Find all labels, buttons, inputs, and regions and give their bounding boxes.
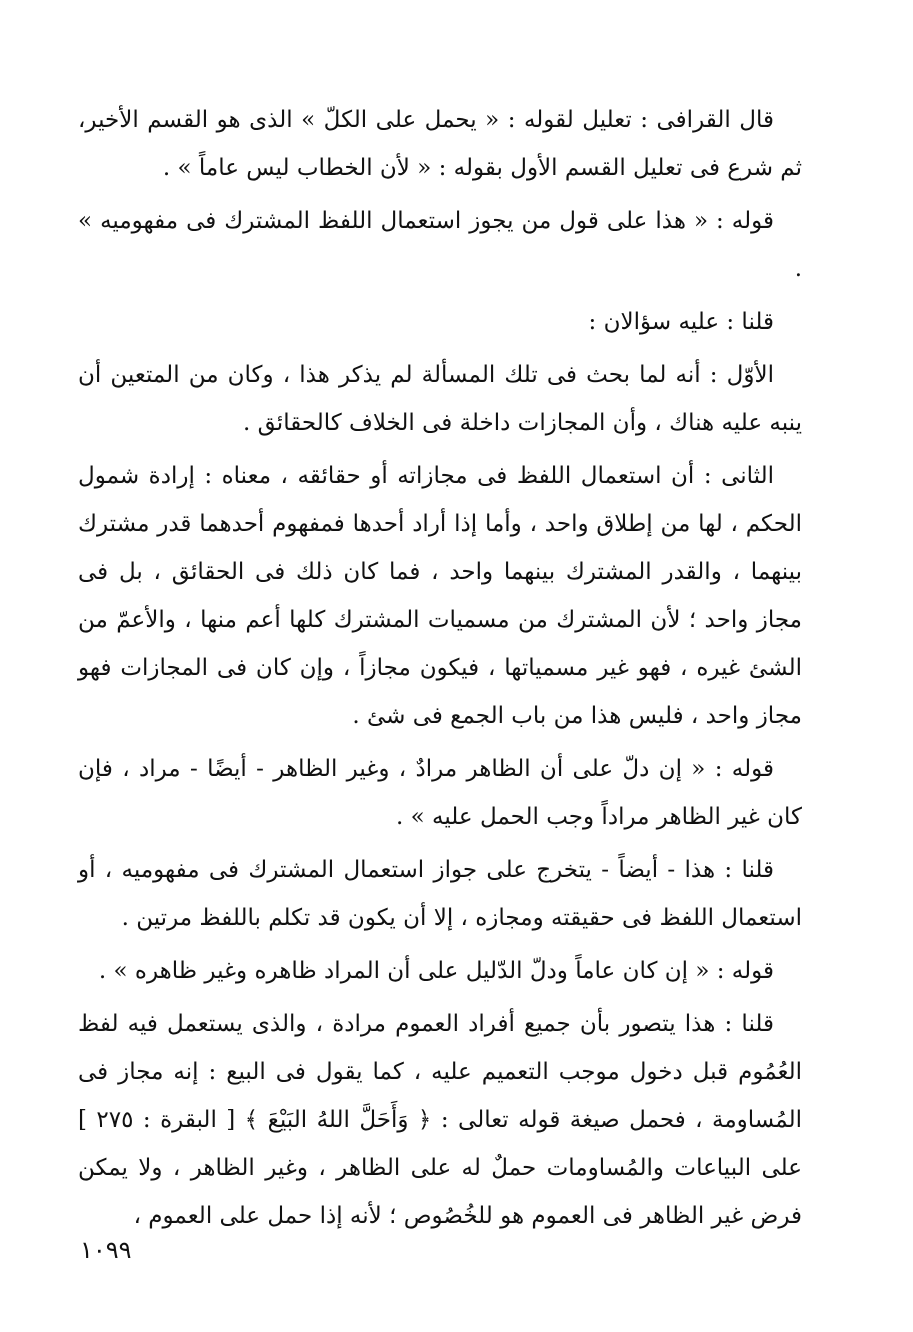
paragraph-4: الأوّل : أنه لما بحث فى تلك المسألة لم يذكر هذا ، وكان من المتعين أن ينبه عليه هناك ، وأن المجازات داخلة فى الخلاف كالحقائق .: [78, 362, 802, 436]
body-text: [78, 96, 802, 1245]
paragraph-5: الثانى : أن استعمال اللفظ فى مجازاته أو حقائقه ، معناه : إرادة شمول الحكم ، لها من إطلاق واحد ، وأما إذا أراد أحدها فمفهوم أحدهما قدر مشترك بينهما ، والقدر المشترك بينهما واحد ، فما كان ذلك فى الحقائق ، بل فى مجاز واحد ؛ لأن المشترك من مسميات المشترك كلها أعم منها ، والأعمّ من الشئ غيره ، فهو غير مسمياتها ، فيكون مجازاً ، وإن كان فى المجازات فهو مجاز واحد ، فليس هذا من باب الجمع فى شئ .: [78, 463, 802, 729]
paragraph-6: قوله : « إن دلّ على أن الظاهر مرادٌ ، وغير الظاهر - أيضًا - مراد ، فإن كان غير الظاهر مراداً وجب الحمل عليه » .: [78, 756, 802, 830]
paragraph-3: قلنا : عليه سؤالان :: [588, 309, 774, 335]
page-number: ١٠٩٩: [80, 1236, 132, 1264]
paragraph-8: قوله : « إن كان عاماً ودلّ الدّليل على أن المراد ظاهره وغير ظاهره » .: [98, 958, 774, 984]
paragraph-1: قال القرافى : تعليل لقوله : « يحمل على الكلّ » الذى هو القسم الأخير، ثم شرع فى تعليل القسم الأول بقوله : « لأن الخطاب ليس عاماً » .: [78, 107, 802, 181]
paragraph-9: قلنا : هذا يتصور بأن جميع أفراد العموم مرادة ، والذى يستعمل فيه لفظ العُمُوم قبل دخول موجب التعميم عليه ، كما يقول فى البيع : إنه مجاز فى المُساومة ، فحمل صيغة قوله تعالى : ﴿ وَأَحَلَّ اللهُ البَيْعَ ﴾ [ البقرة : ٢٧٥ ] على البياعات والمُساومات حملٌ له على الظاهر ، وغير الظاهر ، ولا يمكن فرض غير الظاهر فى العموم هو للخُصُوص ؛ لأنه إذا حمل على العموم ،: [78, 1011, 802, 1229]
paragraph-2: قوله : « هذا على قول من يجوز استعمال اللفظ المشترك فى مفهوميه » .: [78, 208, 802, 282]
paragraph-7: قلنا : هذا - أيضاً - يتخرج على جواز استعمال المشترك فى مفهوميه ، أو استعمال اللفظ فى حقيقته ومجازه ، إلا أن يكون قد تكلم باللفظ مرتين .: [78, 857, 802, 931]
